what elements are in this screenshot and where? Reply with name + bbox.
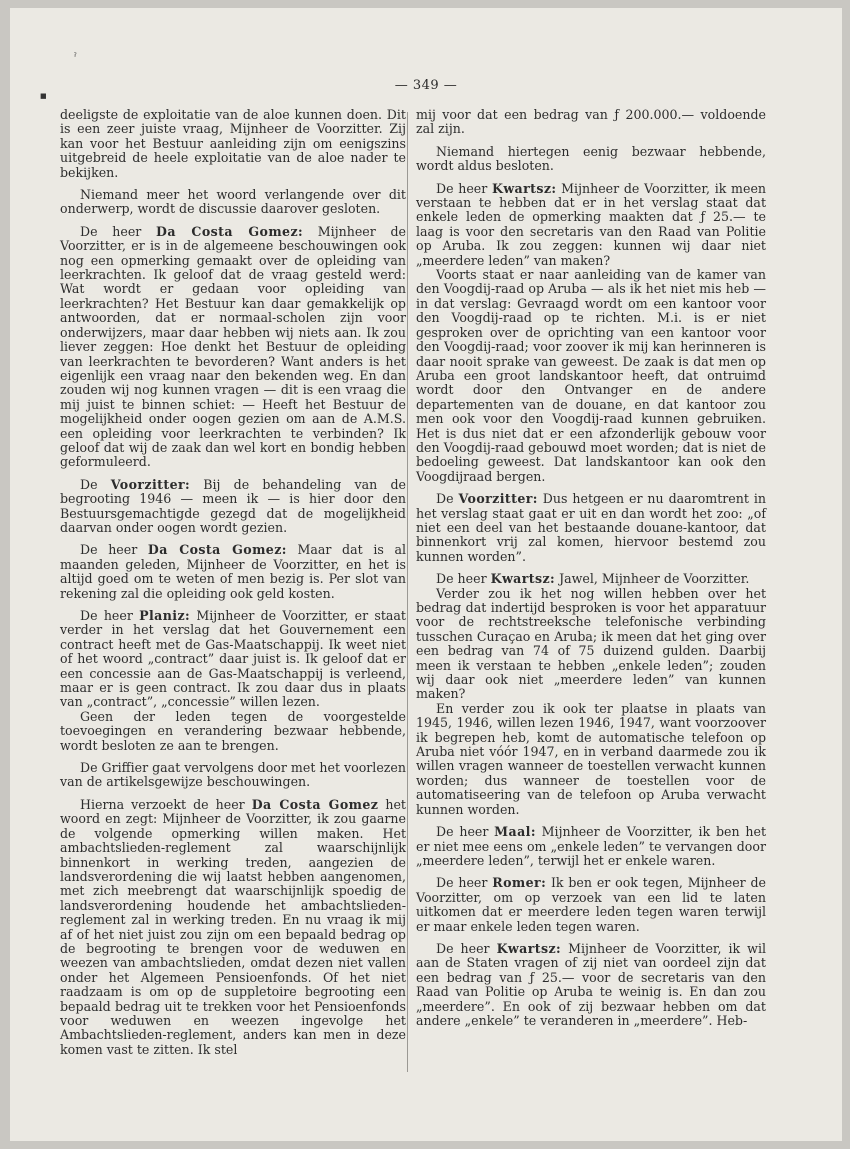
speaker-intro: De heer bbox=[80, 542, 148, 558]
paragraph-text: Maar dat is al maanden geleden, Mijnheer de Voorzitter, en het is altijd goed om te weten of men bezig is. Per slot van rekening zal die opleiding ook geld kosten. bbox=[60, 542, 407, 601]
speaker-name: Kwartsz: bbox=[490, 571, 556, 587]
column-divider bbox=[407, 112, 408, 1072]
paragraph bbox=[416, 702, 766, 817]
paragraph bbox=[416, 108, 766, 137]
ink-mark: ˀ bbox=[74, 52, 77, 63]
paragraph bbox=[416, 825, 766, 868]
document-page bbox=[10, 8, 842, 1141]
paragraph-text: Mijnheer de Voorzitter, ik ben het er niet mee eens om „enkele leden” te vervangen door „meerdere leden”, terwijl het er enkele waren. bbox=[416, 824, 767, 868]
speaker-intro: De heer bbox=[436, 824, 495, 840]
paragraph-text: deeligste de exploitatie van de aloe kunnen doen. Dit is een zeer juiste vraag, Mijnheer de Voorzitter. Zij kan voor het Bestuur aanleiding zijn om eenigszins uitgebreid de heele exploitatie van de aloe nader te bekijken. bbox=[60, 107, 406, 180]
speaker-name: Da Costa Gomez: bbox=[147, 542, 287, 558]
paragraph-text: Dus hetgeen er nu daaromtrent in het verslag staat gaat er uit en dan wordt het zoo: „of niet een deel van het bestaande douane-kantoor, dat binnenkort vrij zal komen, hiervoor bestemd zou kunnen worden”. bbox=[416, 491, 766, 564]
paragraph-text: Voorts staat er naar aanleiding van de kamer van den Voogdij-raad op Aruba — als ik het niet mis heb — in dat verslag: Gevraagd wordt om een kantoor voor den Voogdij-raad op te richten. M.i. is er niet gesproken over de oprichting van een kantoor voor den Voogdij-raad; voor zoover ik mij kan herinneren is daar nooit sprake van geweest. De zaak is dat men op Aruba een groot landskantoor heeft, dat ontruimd wordt door den Ontvanger en de andere departementen van de douane, en dat kantoor zou men ook voor den Voogdij-raad kunnen gebruiken. Het is dus niet dat er een afzonderlijk gebouw voor den Voogdij-raad gebouwd moet worden; dat is niet de bedoeling geweest. Dat landskantoor kan ook den Voogdijraad bergen. bbox=[416, 267, 766, 484]
paragraph bbox=[60, 108, 406, 180]
paragraph bbox=[416, 587, 766, 702]
speaker-intro: Hierna verzoekt de heer bbox=[80, 796, 252, 812]
speaker-intro: De heer bbox=[436, 875, 493, 891]
paragraph bbox=[60, 543, 406, 601]
speaker-intro: De heer bbox=[80, 223, 157, 239]
speaker-name: Kwartsz: bbox=[491, 180, 557, 196]
paragraph bbox=[60, 798, 406, 1057]
paragraph-text: Mijnheer de Voorzitter, er is in de algemeene beschouwingen ook nog een opmerking gemaakt over de opleiding van leerkrachten. Ik geloof dat de vraag gesteld werd: Wat wordt er gedaan voor opleiding van leerkrachten? Het Bestuur kan daar gemakkelijk op antwoorden, dat er normaal-scholen zijn voor onderwijzers, maar daar hebben wij niets aan. Ik zou liever zeggen: Hoe denkt het Bestuur de opleiding van leerkrachten te bevorderen? Want anders is het eigenlijk een vraag naar den bekenden weg. En dan zouden wij nog kunnen vragen — dit is een vraag die mij juist te binnen schiet: — Heeft het Bestuur de mogelijkheid onder oogen gezien om aan de A.M.S. een opleiding voor leerkrachten te verbinden? Ik geloof dat wij de zaak dan wel kort en bondig hebben geformuleerd. bbox=[60, 223, 406, 470]
paragraph-text: Niemand hiertegen eenig bezwaar hebbende, wordt aldus besloten. bbox=[416, 143, 766, 174]
paragraph-text: Jawel, Mijnheer de Voorzitter. bbox=[555, 571, 750, 587]
paragraph bbox=[416, 182, 766, 268]
ink-dot: ■ bbox=[40, 92, 47, 100]
paragraph-text: Bij de behandeling van de begrooting 1946 — meen ik — is hier door den Bestuursgemachtigde gezegd dat de mogelijkheid daarvan onder oogen wordt gezien. bbox=[60, 476, 406, 535]
paragraph-text: Mijnheer de Voorzitter, er staat verder in het verslag dat het Gouvernement een contract heeft met de Gas-Maatschappij. Ik weet niet of het woord „contract” daar juist is. Ik geloof dat er een concessie aan de Gas-Maatschappij is verleend, maar er is geen contract. Ik zou daar dus in plaats van „contract”, „concessie” willen lezen. bbox=[60, 608, 406, 710]
speaker-name: Romer: bbox=[492, 875, 547, 891]
speaker-name: Maal: bbox=[494, 824, 536, 840]
paragraph bbox=[416, 876, 766, 934]
paragraph bbox=[416, 492, 766, 564]
left-column bbox=[60, 108, 406, 1065]
paragraph-text: Ik ben er ook tegen, Mijnheer de Voorzitter, om op verzoek van een lid te laten uitkomen dat er meerdere leden tegen waren terwijl er maar enkele leden tegen waren. bbox=[416, 875, 767, 934]
speaker-intro: De heer bbox=[436, 940, 497, 956]
speaker-name: Da Costa Gomez bbox=[251, 796, 379, 812]
paragraph-text: het woord en zegt: Mijnheer de Voorzitter, ik zou gaarne de volgende opmerking willen maken. Het ambachtslieden-reglement zal waarschijnlijk binnenkort in werking treden, aangezien de landsverordening die wij laatst hebben aangenomen, met zich meebrengt dat waarschijnlijk spoedig de landsverordening houdende het ambachtslieden-reglement zal in werking treden. En nu vraag ik mij af of het niet juist zou zijn om een bepaald bedrag op de begrooting te brengen voor de weduwen en weezen van ambachtslieden, omdat dezen niet vallen onder het Algemeen Pensioenfonds. Of het niet raadzaam is om op de suppletoire begrooting een bepaald bedrag uit te trekken voor het Pensioenfonds voor weduwen en weezen ingevolge het Ambachtslieden-reglement, anders kan men in deze komen vast te zitten. Ik stel bbox=[60, 796, 406, 1057]
page-number: — 349 — bbox=[394, 78, 458, 93]
paragraph bbox=[416, 145, 766, 174]
paragraph bbox=[60, 188, 406, 217]
paragraph bbox=[416, 942, 766, 1028]
speaker-intro: De bbox=[436, 491, 459, 507]
paragraph-text: Verder zou ik het nog willen hebben over het bedrag dat indertijd besproken is voor het apparatuur voor de rechtstreeksche telefonische verbinding tusschen Curaçao en Aruba; ik meen dat het ging over een bedrag van 74 of 75 duizend gulden. Daarbij meen ik verstaan te hebben „enkele leden”; zouden wij daar ook niet „meerdere leden” van kunnen maken? bbox=[416, 585, 766, 702]
paragraph-text: mij voor dat een bedrag van ƒ 200.000.— voldoende zal zijn. bbox=[416, 107, 766, 137]
paragraph bbox=[60, 609, 406, 710]
speaker-intro: De heer bbox=[436, 180, 492, 196]
paragraph bbox=[416, 268, 766, 484]
paragraph-text: En verder zou ik ook ter plaatse in plaats van 1945, 1946, willen lezen 1946, 1947, want voorzoover ik begrepen heb, komt de automatische telefoon op Aruba niet vóór 1947, en in verband daarmede zou ik willen vragen wanneer de toestellen verwacht kunnen worden; dus wanneer de toestellen voor de automatiseering van de telefoon op Aruba verwacht kunnen worden. bbox=[416, 700, 766, 817]
speaker-name: Planiz: bbox=[139, 608, 191, 623]
paragraph-text: Geen der leden tegen de voorgestelde toevoegingen en verandering bezwaar hebbende, wordt besloten ze aan te brengen. bbox=[60, 708, 406, 753]
paragraph-text: De Griffier gaat vervolgens door met het voorlezen van de artikelsgewijze beschouwingen. bbox=[60, 760, 406, 790]
paragraph-text: Mijnheer de Voorzitter, ik meen verstaan te hebben dat er in het verslag staat dat enkele leden de opmerking maakten dat ƒ 25.— te laag is voor den secretaris van den Raad van Politie op Aruba. Ik zou zeggen: kunnen wij daar niet „meerdere leden” van maken? bbox=[416, 180, 767, 268]
paragraph bbox=[60, 225, 406, 470]
paragraph-text: Niemand meer het woord verlangende over dit onderwerp, wordt de discussie daarover gesloten. bbox=[60, 187, 406, 217]
paragraph bbox=[416, 572, 766, 586]
speaker-name: Da Costa Gomez: bbox=[156, 223, 304, 239]
paragraph bbox=[60, 478, 406, 536]
paragraph bbox=[60, 761, 406, 790]
paragraph bbox=[60, 710, 406, 753]
speaker-intro: De heer bbox=[80, 608, 140, 623]
speaker-intro: De bbox=[80, 476, 111, 492]
right-column bbox=[416, 108, 766, 1036]
speaker-intro: De heer bbox=[436, 571, 491, 587]
speaker-name: Kwartsz: bbox=[496, 940, 562, 956]
speaker-name: Voorzitter: bbox=[458, 491, 538, 507]
speaker-name: Voorzitter: bbox=[110, 476, 191, 492]
paragraph-text: Mijnheer de Voorzitter, ik wil aan de Staten vragen of zij niet van oordeel zijn dat een bedrag van ƒ 25.— voor de secretaris van den Raad van Politie op Aruba te weinig is. En dan zou „meerdere”. En ook of zij bezwaar hebben om dat andere „enkele” te veranderen in „meerdere”. Heb- bbox=[416, 940, 767, 1028]
